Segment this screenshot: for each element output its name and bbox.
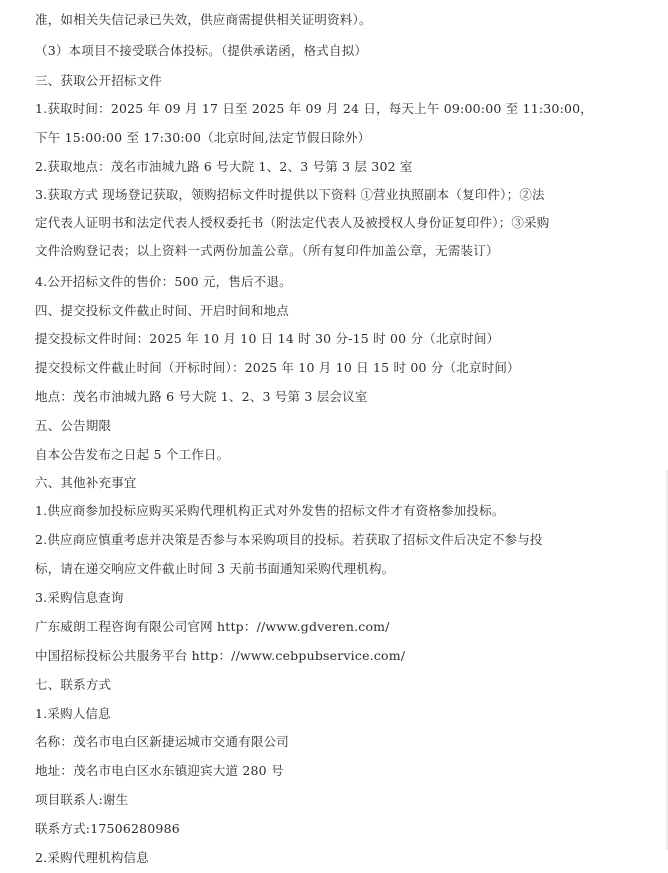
text-line: 2.获取地点：茂名市油城九路 6 号大院 1、2、3 号第 3 层 302 室 xyxy=(35,159,413,174)
text-line: 准，如相关失信记录已失效，供应商需提供相关证明资料）。 xyxy=(35,12,372,27)
section-heading: 三、获取公开招标文件 xyxy=(35,73,163,88)
website-link-line: 中国招标投标公共服务平台 http：//www.cebpubservice.com/ xyxy=(35,648,406,663)
text-line: 3.采购信息查询 xyxy=(35,590,124,605)
text-line: 项目联系人:谢生 xyxy=(35,792,129,807)
section-heading: 五、公告期限 xyxy=(35,418,112,433)
section-heading: 六、其他补充事宜 xyxy=(35,475,137,490)
website-link-line: 广东威朗工程咨询有限公司官网 http：//www.gdveren.com/ xyxy=(35,619,390,634)
text-line: 2.供应商应慎重考虑并决策是否参与本采购项目的投标。若获取了招标文件后决定不参与投 xyxy=(35,532,543,547)
text-line: 提交投标文件时间：2025 年 10 月 10 日 14 时 30 分-15 时 00 分（北京时间） xyxy=(35,331,500,346)
text-line: 2.采购代理机构信息 xyxy=(35,850,149,865)
text-line: 提交投标文件截止时间（开标时间）：2025 年 10 月 10 日 15 时 00 分（北京时间） xyxy=(35,360,520,375)
text-line: 地址：茂名市电白区水东镇迎宾大道 280 号 xyxy=(35,763,284,778)
text-line: 名称：茂名市电白区新捷运城市交通有限公司 xyxy=(35,734,290,749)
section-heading: 七、联系方式 xyxy=(35,677,112,692)
text-line: 4.公开招标文件的售价：500 元，售后不退。 xyxy=(35,274,292,289)
text-line: 标，请在递交响应文件截止时间 3 天前书面通知采购代理机构。 xyxy=(35,561,395,576)
text-line: 3.获取方式 现场登记获取，领购招标文件时提供以下资料 ①营业执照副本（复印件）；②法 xyxy=(35,187,545,202)
text-line: （3）本项目不接受联合体投标。（提供承诺函，格式自拟） xyxy=(35,43,368,58)
text-line: 下午 15:00:00 至 17:30:00（北京时间,法定节假日除外） xyxy=(35,130,371,145)
text-line: 1.获取时间：2025 年 09 月 17 日至 2025 年 09 月 24 日，每天上午 09:00:00 至 11:30:00， xyxy=(35,101,593,116)
text-line: 文件洽购登记表；以上资料一式两份加盖公章。（所有复印件加盖公章，无需装订） xyxy=(35,243,499,258)
text-line: 地点：茂名市油城九路 6 号大院 1、2、3 号第 3 层会议室 xyxy=(35,389,368,404)
section-heading: 四、提交投标文件截止时间、开启时间和地点 xyxy=(35,303,290,318)
text-line: 自本公告发布之日起 5 个工作日。 xyxy=(35,447,230,462)
text-line: 1.供应商参加投标应购买采购代理机构正式对外发售的招标文件才有资格参加投标。 xyxy=(35,503,505,518)
text-line: 1.采购人信息 xyxy=(35,706,111,721)
text-line: 定代表人证明书和法定代表人授权委托书（附法定代表人及被授权人身份证复印件）；③采购 xyxy=(35,215,550,230)
text-line: 联系方式:17506280986 xyxy=(35,821,180,836)
